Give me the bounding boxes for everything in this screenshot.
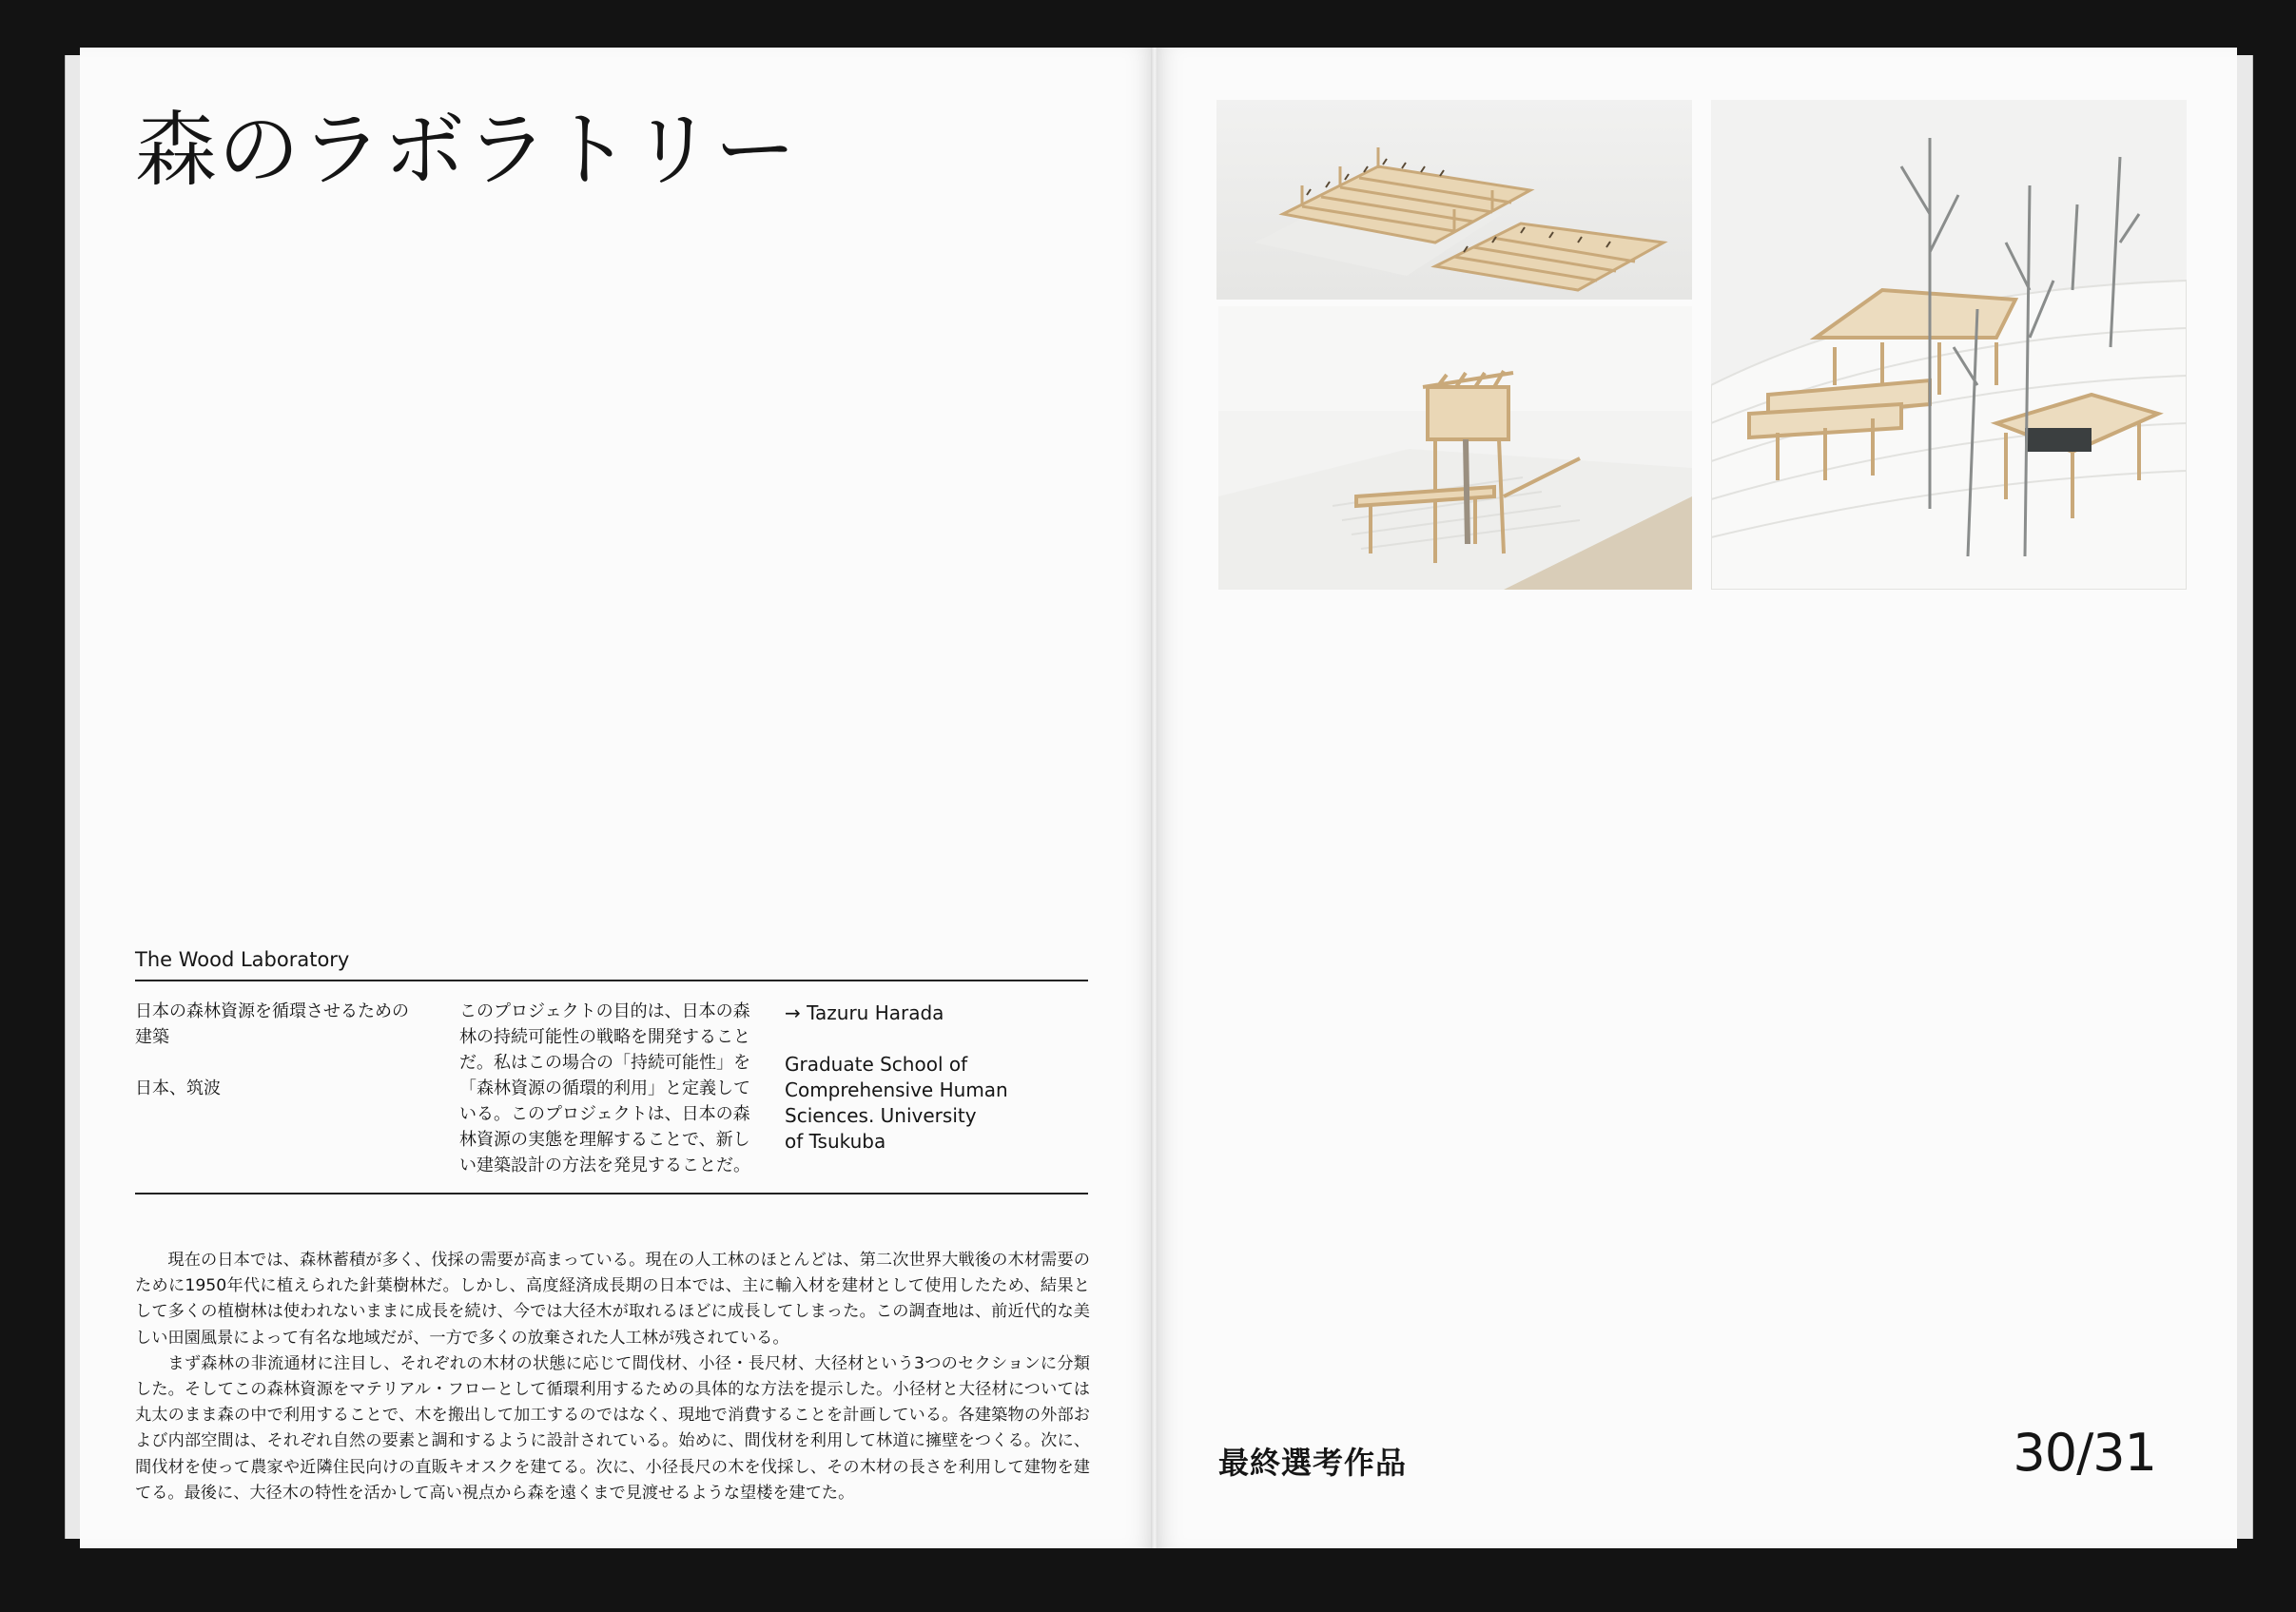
terraced-model-icon: [1711, 100, 2187, 590]
page-stack-right: [2237, 55, 2253, 1539]
right-page: [1157, 48, 2237, 1548]
affiliation-line: Graduate School of: [785, 1053, 968, 1076]
watchtower-model-icon: [1218, 306, 1692, 590]
info-column-2: [459, 999, 764, 1178]
project-subtitle-line2: 建築: [135, 1027, 169, 1047]
affiliation-line: of Tsukuba: [785, 1130, 886, 1153]
body-paragraph-1: 現在の日本では、森林蓄積が多く、伐採の需要が高まっている。現在の人工林のほとんどは、第二次世界大戦後の木材需要のために1950年代に植えられた針葉樹林だ。しかし、高度経済成長期の日本では、主に輸入材を建材として使用したため、結果として多くの植樹林は使われないままに成長を続け、今では大径木が取れるほどに成長してしまった。この調査地は、前近代的な美しい田園風景によって有名な地域だが、一方で多くの放棄された人工林が残されている。: [135, 1251, 1090, 1348]
summary-line: このプロジェクトの目的は、日本の森: [459, 1001, 750, 1021]
summary-line: い建築設計の方法を発見することだ。: [459, 1156, 750, 1175]
summary-line: いる。このプロジェクトは、日本の森: [459, 1104, 750, 1124]
project-location: 日本、筑波: [135, 1078, 221, 1098]
section-label: 最終選考作品: [1218, 1445, 1408, 1481]
model-photo-3: [1711, 100, 2187, 590]
affiliation-line: Comprehensive Human: [785, 1078, 1008, 1101]
info-column-1: [135, 999, 439, 1101]
summary-line: 林資源の実態を理解することで、新し: [459, 1130, 750, 1150]
body-paragraph-2: まず森林の非流通材に注目し、それぞれの木材の状態に応じて間伐材、小径・長尺材、大径材という3つのセクションに分類した。そしてこの森林資源をマテリアル・フローとして循環利用するための具体的な方法を提示した。小径材と大径材については丸太のまま森の中で利用することで、木を搬出して加工するのではなく、現地で消費することを計画している。各建築物の外部および内部空間は、それぞれ自然の要素と調和するように設計されている。始めに、間伐材を利用して林道に擁壁をつくる。次に、間伐材を使って農家や近隣住民向けの直販キオスクを建てる。次に、小径長尺の木を伐採し、その木材の長さを利用して建物を建てる。最後に、大径木の特性を活かして高い視点から森を遠くまで見渡せるような望楼を建てた。: [135, 1353, 1090, 1503]
summary-line: 林の持続可能性の戦略を開発すること: [459, 1027, 750, 1047]
info-column-3: [785, 1000, 1070, 1155]
project-subtitle-line1: 日本の森林資源を循環させるための: [135, 1001, 409, 1021]
summary-line: だ。私はこの場合の「持続可能性」を: [459, 1053, 750, 1073]
model-photo-2: [1218, 306, 1692, 590]
summary-line: 「森林資源の循環的利用」と定義して: [459, 1078, 750, 1098]
affiliation-line: Sciences. University: [785, 1104, 977, 1127]
model-photo-1: [1216, 100, 1692, 300]
page-title: 森のラボラトリー: [135, 103, 797, 198]
bottom-rule: [135, 1193, 1088, 1194]
top-rule: [135, 980, 1088, 981]
author-name: → Tazuru Harada: [785, 1001, 944, 1024]
page-number: 30/31: [2013, 1423, 2156, 1483]
wooden-model-icon: [1216, 100, 1692, 300]
english-title: The Wood Laboratory: [135, 948, 350, 971]
left-page: [80, 48, 1153, 1548]
body-text: [135, 1248, 1090, 1506]
